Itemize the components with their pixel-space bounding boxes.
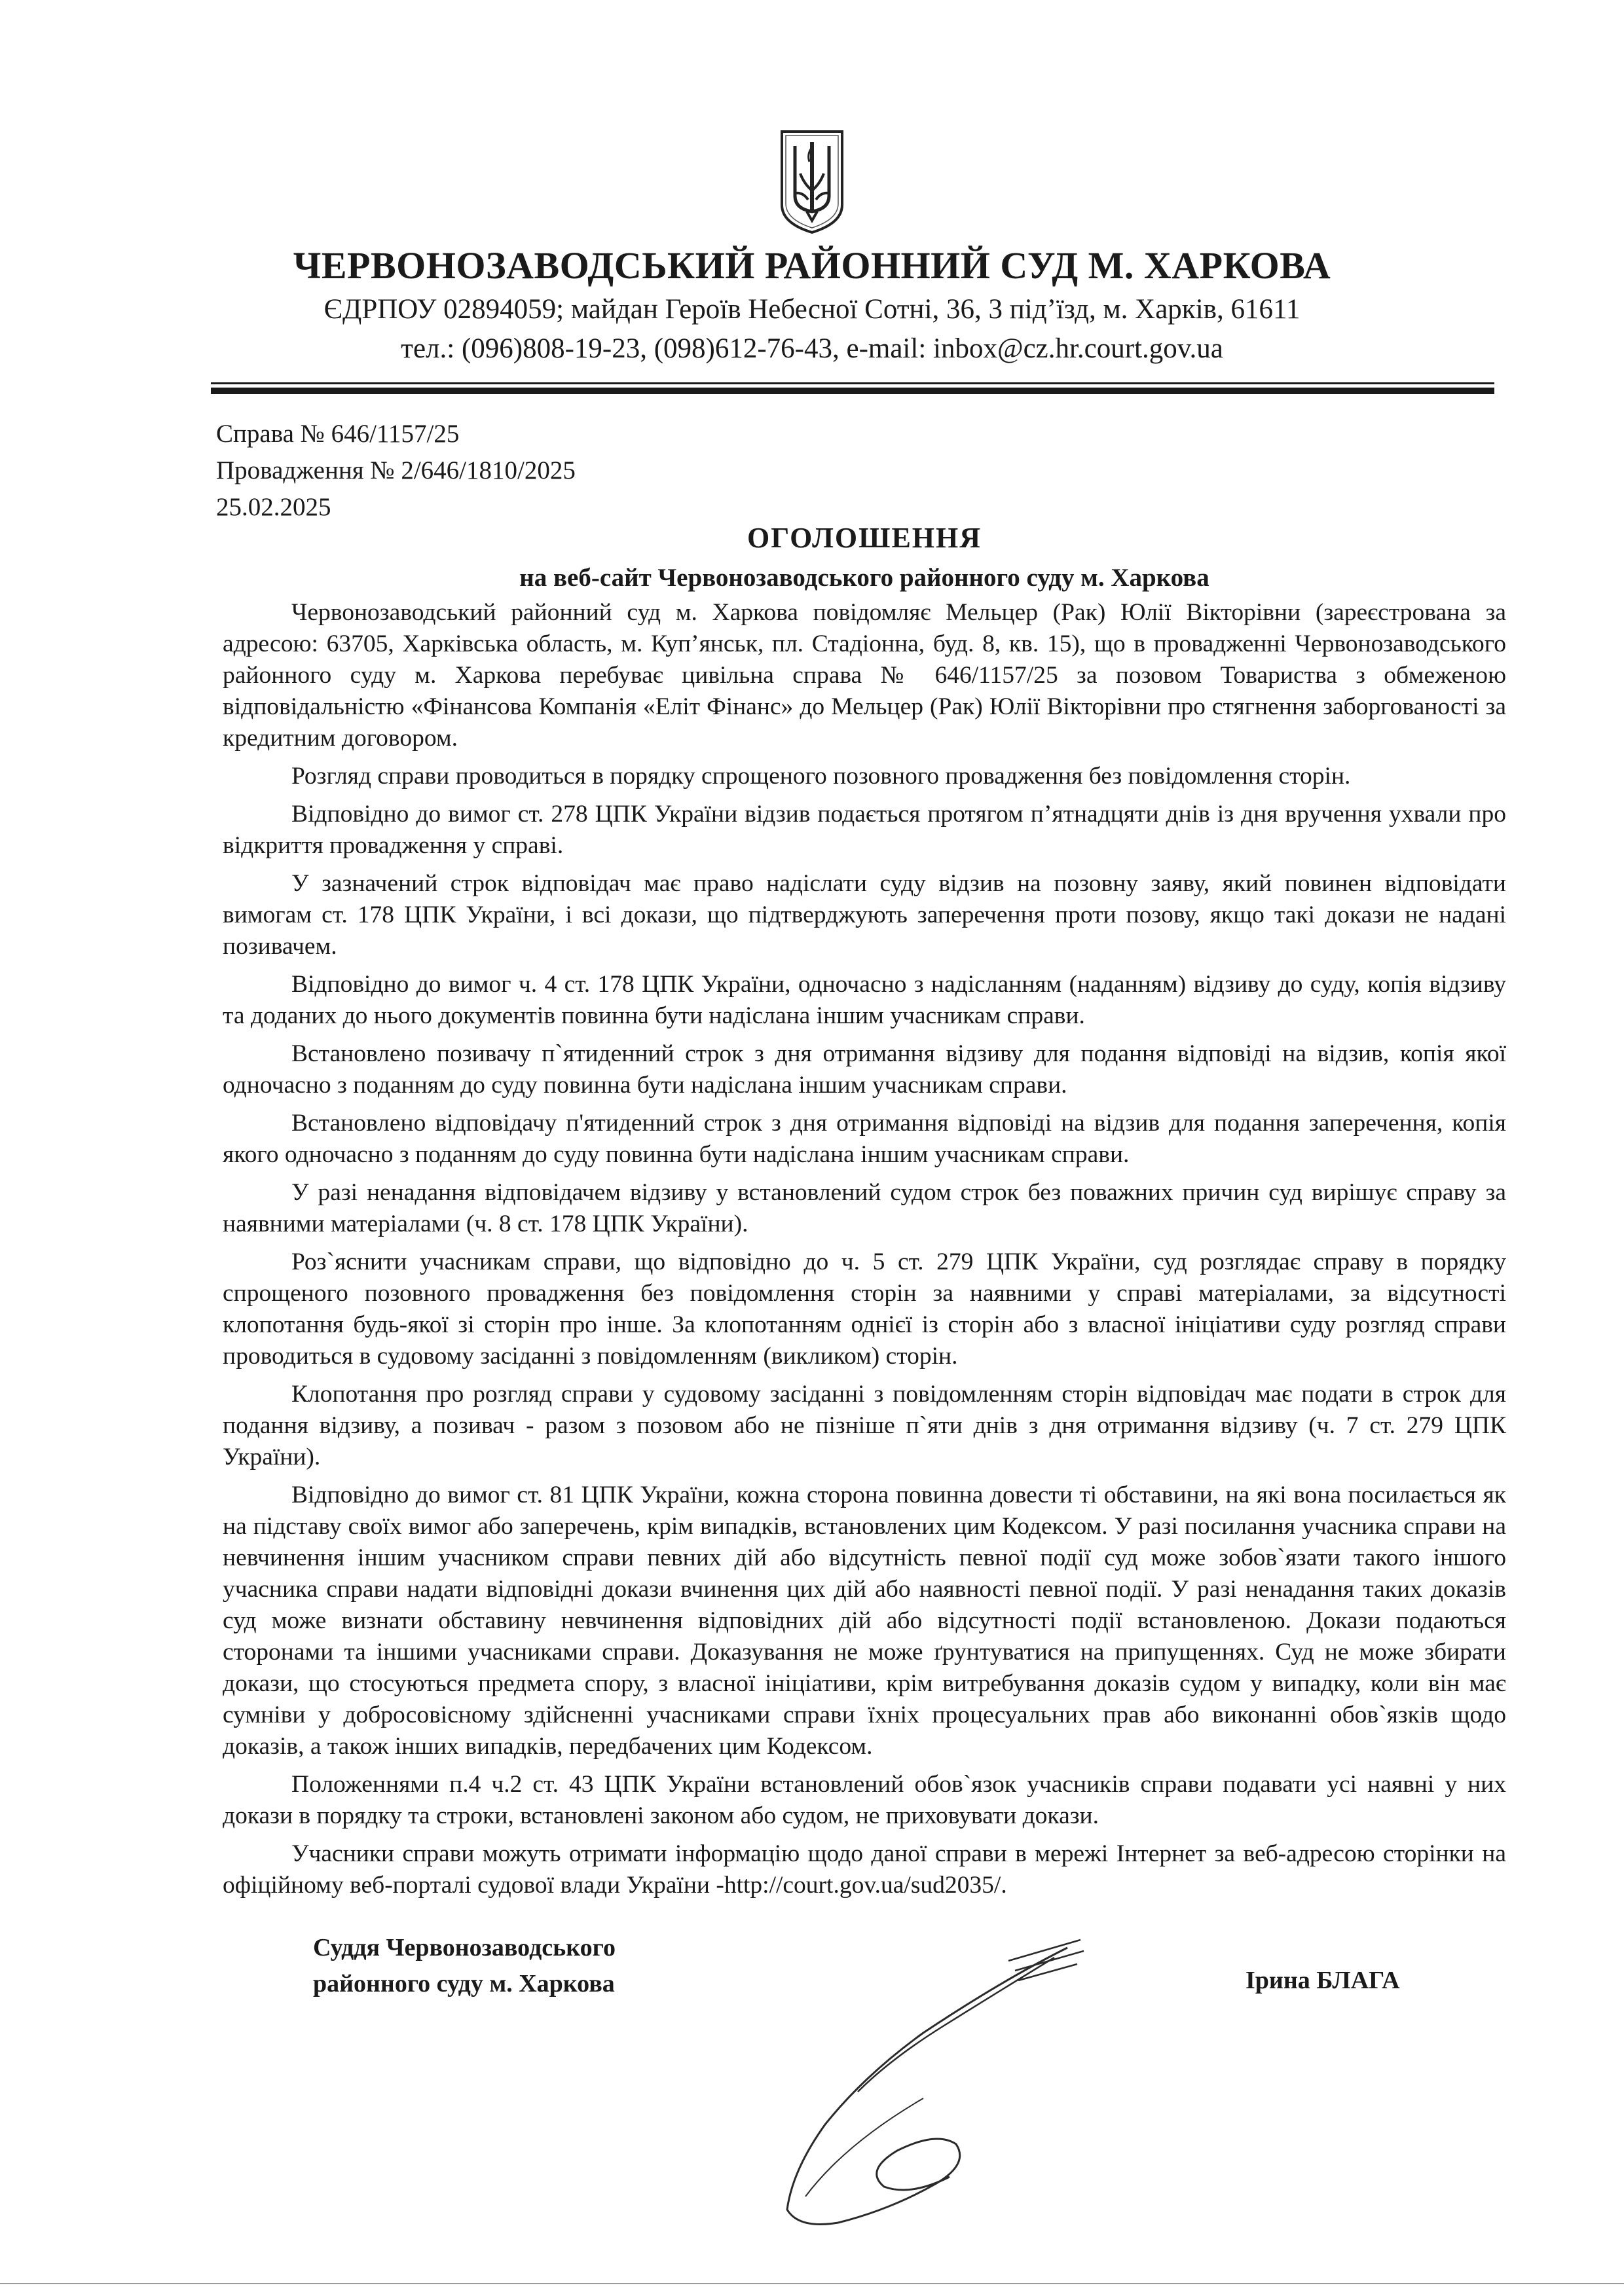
announcement-title: ОГОЛОШЕННЯ <box>747 522 982 554</box>
paragraph: Відповідно до вимог ст. 278 ЦПК України відзив подається протягом п’ятнадцяти днів із дня вручення ухвали про відкриття провадження у справі. <box>223 801 1506 859</box>
judge-name: Ірина БЛАГА <box>1246 1967 1400 1994</box>
judge-title-line: Суддя Червонозаводського <box>313 1934 616 1961</box>
coat-of-arms-icon <box>779 128 845 236</box>
court-name: ЧЕРВОНОЗАВОДСЬКИЙ РАЙОННИЙ СУД М. ХАРКОВА <box>293 244 1331 287</box>
paragraph: Червонозаводський районний суд м. Харкова повідомляє Мельцер (Рак) Юлії Вікторівни (зареєстрована за адресою: 63705, Харківська область, м. Куп’янськ, пл. Стадіонна, буд. 8, кв. 15), що в провадженні Червонозаводського районного суду м. Харкова перебуває цивільна справа № 646/1157/25 за позовом Товариства з обмеженою відповідальністю «Фінансова Компанія «Еліт Фінанс» до Мельцер (Рак) Юлії Вікторівни про стягнення заборгованості за кредитним договором. <box>223 599 1506 752</box>
court-address: ЄДРПОУ 02894059; майдан Героїв Небесної Сотні, 36, 3 під’їзд, м. Харків, 61611 <box>323 294 1301 325</box>
announcement-subtitle: на веб-сайт Червонозаводського районного суду м. Харкова <box>519 564 1209 592</box>
page-bottom-edge <box>0 2283 1624 2284</box>
document-date: 25.02.2025 <box>216 493 331 521</box>
case-number: Справа № 646/1157/25 <box>216 420 460 448</box>
paragraph: Положеннями п.4 ч.2 ст. 43 ЦПК України встановлений обов`язок учасників справи подавати усі наявні у них докази в порядку та строки, встановлені законом або судом, не приховувати докази. <box>223 1771 1506 1829</box>
paragraph: Учасники справи можуть отримати інформацію щодо даної справи в мережі Інтернет за веб-адресою сторінки на офіційному веб-порталі судової влади України -http://court.gov.ua/sud2035/. <box>223 1840 1506 1899</box>
paragraph: Встановлено відповідачу п'ятиденний строк з дня отримання відповіді на відзив для подання заперечення, копія якого одночасно з поданням до суду повинна бути надіслана іншим учасникам справи. <box>223 1110 1506 1168</box>
proceeding-number: Провадження № 2/646/1810/2025 <box>216 456 576 484</box>
paragraph: Відповідно до вимог ч. 4 ст. 178 ЦПК України, одночасно з надісланням (наданням) відзиву до суду, копія відзиву та доданих до нього документів повинна бути надіслана іншим учасникам справи. <box>223 971 1506 1029</box>
case-meta <box>216 416 576 526</box>
judge-title-line: районного суду м. Харкова <box>313 1970 615 1997</box>
handwritten-signature <box>727 1935 1094 2236</box>
paragraph: Клопотання про розгляд справи у судовому засіданні з повідомленням сторін відповідач має подати в строк для подання відзиву, а позивач - разом з позовом або не пізніше п`яти днів з дня отримання відзиву (ч. 7 ст. 279 ЦПК України). <box>223 1381 1506 1470</box>
header-divider-thin <box>211 382 1494 384</box>
paragraph: У зазначений строк відповідач має право надіслати суду відзив на позовну заяву, який повинен відповідати вимогам ст. 178 ЦПК України, і всі докази, що підтверджують заперечення проти позову, якщо такі докази не надані позивачем. <box>223 870 1506 960</box>
judge-title <box>313 1930 616 2002</box>
paragraph: Розгляд справи проводиться в порядку спрощеного позовного провадження без повідомлення сторін. <box>291 763 1351 790</box>
announcement-body <box>223 597 1506 1908</box>
court-contacts: тел.: (096)808-19-23, (098)612-76-43, e-mail: inbox@cz.hr.court.gov.ua <box>401 333 1223 364</box>
paragraph: Відповідно до вимог ст. 81 ЦПК України, кожна сторона повинна довести ті обставини, на які вона посилається як на підставу своїх вимог або заперечень, крім випадків, встановлених цим Кодексом. У разі посилання учасника справи на невчинення іншим учасником справи певних дій або відсутність певної події суд може зобов`язати такого іншого учасника справи надати відповідні докази вчинення цих дій або наявності певної події. У разі ненадання таких доказів суд може визнати обставину невчинення відповідних дій або відсутності події встановленою. Докази подаються сторонами та іншими учасниками справи. Доказування не може ґрунтуватися на припущеннях. Суд не може збирати докази, що стосуються предмета спору, з власної ініціативи, крім витребування доказів судом у випадку, коли він має сумніви у добросовісному здійсненні учасниками справи їхніх процесуальних прав або виконанні обов`язків щодо доказів, а також інших випадків, передбачених цим Кодексом. <box>223 1482 1506 1760</box>
paragraph: Роз`яснити учасникам справи, що відповідно до ч. 5 ст. 279 ЦПК України, суд розглядає справу в порядку спрощеного позовного провадження без повідомлення сторін за наявними у справі матеріалами, за відсутності клопотання будь-якої зі сторін про інше. За клопотанням однієї із сторін або з власної ініціативи суду розгляд справи проводиться в судовому засіданні з повідомленням (викликом) сторін. <box>223 1248 1506 1370</box>
header-divider-thick <box>211 388 1494 394</box>
paragraph: У разі ненадання відповідачем відзиву у встановлений судом строк без поважних причин суд вирішує справу за наявними матеріалами (ч. 8 ст. 178 ЦПК України). <box>223 1179 1506 1237</box>
paragraph: Встановлено позивачу п`ятиденний строк з дня отримання відзиву для подання відповіді на відзив, копія якої одночасно з поданням до суду повинна бути надіслана іншим учасникам справи. <box>223 1040 1506 1099</box>
